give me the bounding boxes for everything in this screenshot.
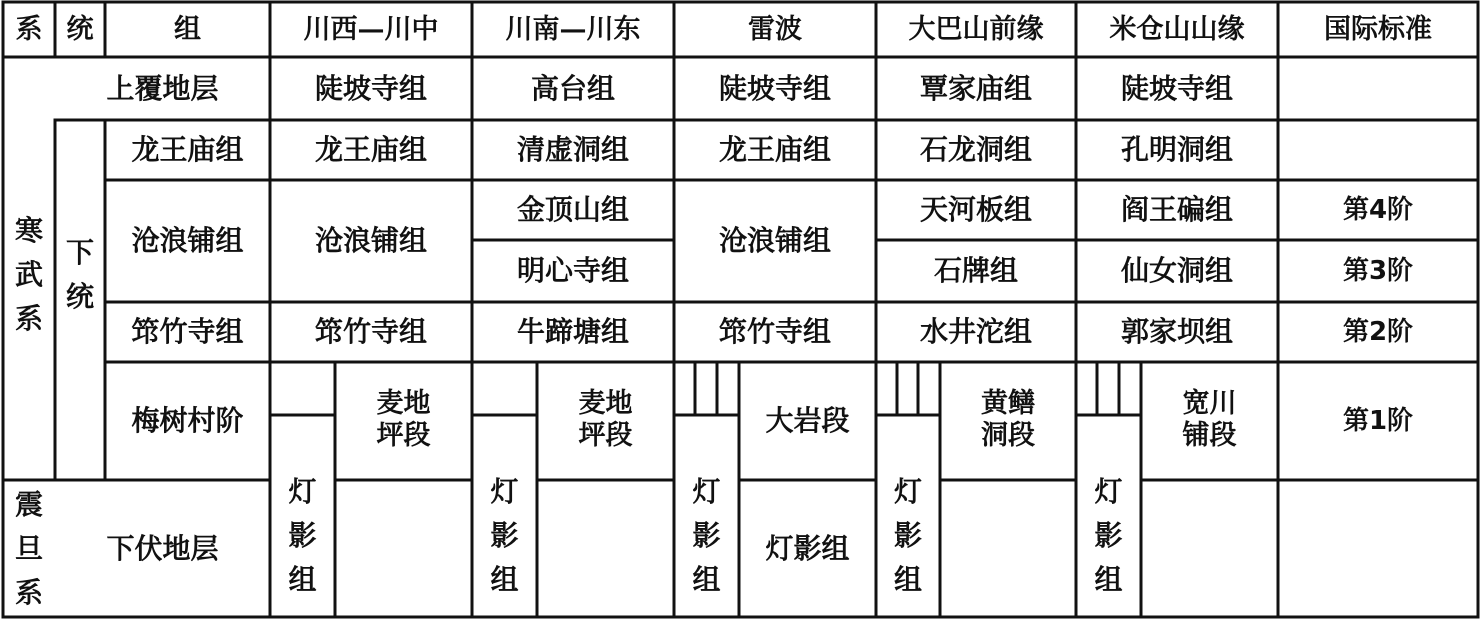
cell-qiongzhu-chuannan: 牛蹄塘组 xyxy=(516,315,629,348)
cell-stage-4: 第4阶 xyxy=(1342,195,1414,225)
cell-longwang-chuannan: 清虚洞组 xyxy=(516,133,629,166)
cell-meishucun-leibo: 大岩段 xyxy=(765,404,850,437)
cell-overlying-strata: 上覆地层 xyxy=(106,71,219,105)
member-line: 铺段 xyxy=(1182,420,1237,451)
dengying-char: 灯 xyxy=(1094,475,1123,508)
dengying-char: 影 xyxy=(490,519,519,552)
cell-leibo-dengying-member: 灯影组 xyxy=(765,531,850,565)
cell-qiongzhu-formation: 筇竹寺组 xyxy=(131,315,244,348)
cell-underlying-strata: 下伏地层 xyxy=(106,531,219,565)
cell-dengying-leibo xyxy=(674,455,739,617)
dengying-char: 灯 xyxy=(893,475,922,508)
header-chuannan-chuandong: 川南—川东 xyxy=(505,14,641,45)
dengying-char: 组 xyxy=(288,563,317,596)
cell-canglang-chuanxi: 沧浪铺组 xyxy=(314,224,427,257)
dengying-char: 组 xyxy=(893,563,922,596)
cell-longwang-formation: 龙王庙组 xyxy=(131,133,244,166)
system-cambrian-char: 武 xyxy=(14,258,43,291)
cell-overlying-dabashan: 覃家庙组 xyxy=(919,71,1032,105)
cell-qiongzhu-leibo: 筇竹寺组 xyxy=(718,315,831,348)
member-line: 黄鳝 xyxy=(981,388,1035,419)
header-dabashan: 大巴山前缘 xyxy=(908,14,1044,45)
cell-overlying-leibo: 陡坡寺组 xyxy=(718,71,831,105)
cell-qiongzhu-chuanxi: 筇竹寺组 xyxy=(314,315,427,348)
cell-qiongzhu-micang: 郭家坝组 xyxy=(1120,315,1233,348)
cell-canglang-formation: 沧浪铺组 xyxy=(131,224,244,257)
cell-longwang-chuanxi: 龙王庙组 xyxy=(314,133,427,166)
dengying-char: 组 xyxy=(1094,563,1123,596)
system-sinian xyxy=(3,480,55,617)
system-sinian-char: 震 xyxy=(14,487,43,521)
system-cambrian-char: 寒 xyxy=(14,214,43,247)
cell-meishucun-chuannan xyxy=(537,385,674,455)
dengying-char: 影 xyxy=(288,519,317,552)
header-series: 统 xyxy=(66,14,94,45)
cell-canglang-chuannan-upper: 金顶山组 xyxy=(516,193,629,226)
cell-meishucun-chuanxi xyxy=(335,385,472,455)
cell-overlying-international xyxy=(1278,57,1478,120)
cell-meishucun-micang xyxy=(1141,385,1278,455)
cell-qiongzhu-dabashan: 水井沱组 xyxy=(919,315,1032,348)
cell-longwang-international xyxy=(1278,120,1478,180)
cell-canglang-micang-lower: 仙女洞组 xyxy=(1120,254,1233,287)
series-lower-char: 下 xyxy=(65,236,94,269)
member-line: 坪段 xyxy=(578,420,633,451)
cell-canglang-leibo: 沧浪铺组 xyxy=(718,224,831,257)
dengying-char: 影 xyxy=(1094,519,1123,552)
member-line: 宽川 xyxy=(1182,388,1237,419)
cell-dengying-dabashan xyxy=(876,455,940,617)
member-line: 坪段 xyxy=(376,420,431,451)
cell-canglang-micang-upper: 阎王碥组 xyxy=(1120,193,1233,226)
cell-overlying-micang: 陡坡寺组 xyxy=(1120,71,1233,105)
cell-meishucun-dabashan xyxy=(940,385,1076,455)
header-micangshan: 米仓山山缘 xyxy=(1109,14,1245,45)
series-lower-char: 统 xyxy=(65,280,94,313)
system-cambrian-char: 系 xyxy=(14,302,43,335)
cell-canglang-dabashan-upper: 天河板组 xyxy=(919,193,1032,226)
dengying-char: 影 xyxy=(692,519,721,552)
cell-stage-3: 第3阶 xyxy=(1342,256,1414,286)
cell-overlying-chuanxi: 陡坡寺组 xyxy=(314,71,427,105)
cell-canglang-chuannan-lower: 明心寺组 xyxy=(516,254,629,287)
cell-longwang-dabashan: 石龙洞组 xyxy=(919,133,1032,166)
system-sinian-char: 旦 xyxy=(14,531,43,565)
dengying-char: 组 xyxy=(490,563,519,596)
cell-dengying-chuannan xyxy=(472,455,537,617)
header-leibo: 雷波 xyxy=(748,14,802,45)
header-system: 系 xyxy=(15,14,43,45)
member-line: 麦地 xyxy=(578,388,633,419)
cell-stage-2: 第2阶 xyxy=(1342,317,1414,347)
header-chuanxi-chuanzhong: 川西—川中 xyxy=(303,14,439,45)
system-cambrian xyxy=(3,150,55,400)
dengying-char: 组 xyxy=(692,563,721,596)
cell-overlying-chuannan: 高台组 xyxy=(530,71,615,105)
cell-longwang-leibo: 龙王庙组 xyxy=(718,133,831,166)
system-sinian-char: 系 xyxy=(14,575,43,609)
series-lower xyxy=(55,200,105,350)
cell-canglang-dabashan-lower: 石牌组 xyxy=(933,254,1018,287)
cell-stage-1: 第1阶 xyxy=(1342,406,1414,436)
header-formation: 组 xyxy=(174,14,201,45)
cell-dengying-chuanxi xyxy=(270,455,335,617)
header-international: 国际标准 xyxy=(1324,14,1432,45)
member-line: 洞段 xyxy=(981,420,1035,451)
dengying-char: 灯 xyxy=(692,475,721,508)
dengying-char: 灯 xyxy=(490,475,519,508)
cell-dengying-micang xyxy=(1076,455,1141,617)
dengying-char: 影 xyxy=(893,519,922,552)
cell-meishucun-stage: 梅树村阶 xyxy=(131,404,244,437)
dengying-char: 灯 xyxy=(288,475,317,508)
member-line: 麦地 xyxy=(376,388,431,419)
cell-longwang-micang: 孔明洞组 xyxy=(1120,133,1233,166)
